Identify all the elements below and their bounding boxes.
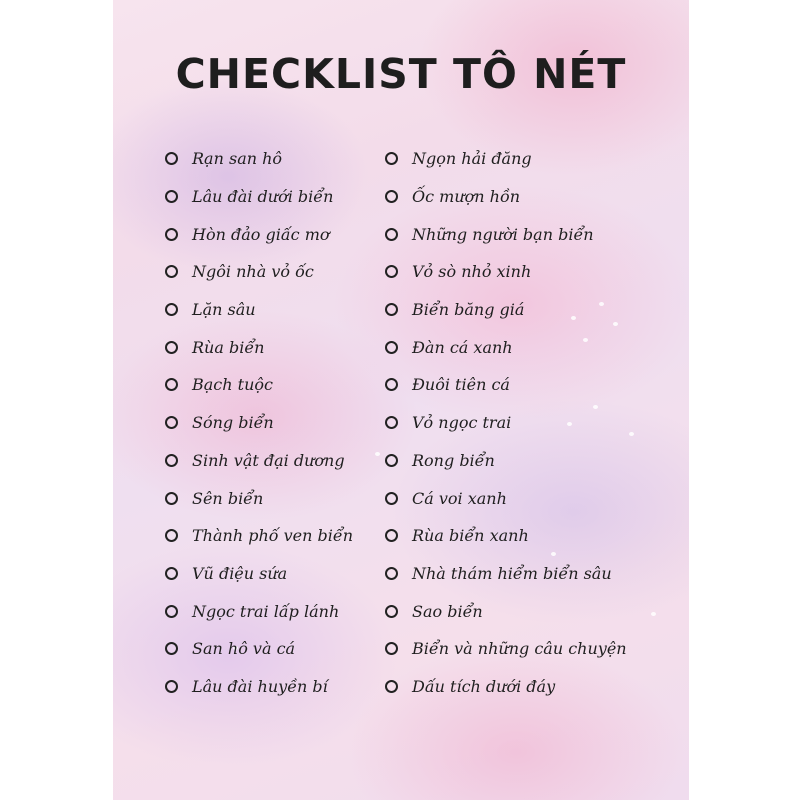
checklist-item-label: Vỏ sò nhỏ xinh	[412, 262, 532, 282]
checklist-item-label: Sóng biển	[192, 413, 274, 433]
checklist-item[interactable]	[165, 215, 353, 253]
circle-checkbox-icon[interactable]	[385, 492, 398, 505]
checklist-item[interactable]	[165, 328, 353, 366]
circle-checkbox-icon[interactable]	[385, 152, 398, 165]
circle-checkbox-icon[interactable]	[385, 228, 398, 241]
checklist-item-label: Dấu tích dưới đáy	[412, 676, 556, 696]
checklist-item[interactable]	[385, 592, 627, 630]
checklist-item[interactable]	[165, 555, 353, 593]
checklist-item[interactable]	[165, 517, 353, 555]
checklist-item-label: Sên biển	[192, 488, 264, 508]
circle-checkbox-icon[interactable]	[165, 190, 178, 203]
checklist-item[interactable]	[385, 366, 627, 404]
checklist-item[interactable]	[385, 668, 627, 706]
checklist-item[interactable]	[165, 442, 353, 480]
circle-checkbox-icon[interactable]	[165, 529, 178, 542]
circle-checkbox-icon[interactable]	[385, 454, 398, 467]
checklist-item[interactable]	[165, 291, 353, 329]
circle-checkbox-icon[interactable]	[165, 567, 178, 580]
checklist-item-label: Ngọn hải đăng	[412, 149, 532, 169]
circle-checkbox-icon[interactable]	[165, 152, 178, 165]
circle-checkbox-icon[interactable]	[165, 492, 178, 505]
checklist-item[interactable]	[165, 404, 353, 442]
checklist-item[interactable]	[385, 253, 627, 291]
checklist-right-column	[385, 140, 627, 705]
checklist-item-label: Lâu đài dưới biển	[192, 187, 334, 207]
checklist-item[interactable]	[385, 442, 627, 480]
checklist-item[interactable]	[385, 517, 627, 555]
checklist-item[interactable]	[385, 404, 627, 442]
checklist-item[interactable]	[165, 668, 353, 706]
circle-checkbox-icon[interactable]	[165, 341, 178, 354]
checklist-item-label: Biển băng giá	[412, 300, 525, 320]
circle-checkbox-icon[interactable]	[385, 190, 398, 203]
circle-checkbox-icon[interactable]	[385, 416, 398, 429]
checklist-item-label: Hòn đảo giấc mơ	[192, 224, 330, 244]
checklist-item[interactable]	[165, 140, 353, 178]
page-title: CHECKLIST TÔ NÉT	[175, 50, 627, 98]
circle-checkbox-icon[interactable]	[165, 228, 178, 241]
checklist-item[interactable]	[385, 555, 627, 593]
checklist-item-label: Rong biển	[412, 450, 495, 470]
circle-checkbox-icon[interactable]	[165, 454, 178, 467]
checklist-item-label: Sao biển	[412, 601, 483, 621]
decor-dot	[629, 432, 634, 436]
circle-checkbox-icon[interactable]	[385, 567, 398, 580]
checklist-item[interactable]	[385, 215, 627, 253]
checklist-item[interactable]	[385, 178, 627, 216]
checklist-item-label: Vỏ ngọc trai	[412, 413, 512, 433]
checklist-item[interactable]	[385, 140, 627, 178]
circle-checkbox-icon[interactable]	[385, 341, 398, 354]
circle-checkbox-icon[interactable]	[165, 416, 178, 429]
circle-checkbox-icon[interactable]	[385, 265, 398, 278]
checklist-item-label: Ngọc trai lấp lánh	[192, 601, 340, 621]
checklist-item-label: Rùa biển	[192, 337, 265, 357]
checklist-item-label: Ốc mượn hồn	[412, 187, 521, 207]
checklist-item-label: Nhà thám hiểm biển sâu	[412, 563, 612, 583]
checklist-left-column	[165, 140, 353, 705]
checklist-item-label: Rùa biển xanh	[412, 526, 529, 546]
checklist-item[interactable]	[385, 630, 627, 668]
checklist-item-label: Lâu đài huyền bí	[192, 676, 328, 696]
checklist-item-label: Cá voi xanh	[412, 488, 507, 508]
checklist-item-label: Sinh vật đại dương	[192, 450, 345, 470]
circle-checkbox-icon[interactable]	[385, 605, 398, 618]
checklist-item[interactable]	[385, 291, 627, 329]
circle-checkbox-icon[interactable]	[385, 680, 398, 693]
checklist-item-label: Đuôi tiên cá	[412, 375, 510, 395]
checklist-item-label: San hô và cá	[192, 639, 296, 659]
checklist-item[interactable]	[165, 366, 353, 404]
checklist-item-label: Đàn cá xanh	[412, 337, 513, 357]
circle-checkbox-icon[interactable]	[165, 378, 178, 391]
checklist-item-label: Ngôi nhà vỏ ốc	[192, 262, 314, 282]
circle-checkbox-icon[interactable]	[165, 303, 178, 316]
checklist-item-label: Những người bạn biển	[412, 224, 594, 244]
checklist-item[interactable]	[385, 328, 627, 366]
checklist-sheet	[113, 0, 689, 800]
checklist-item[interactable]	[165, 630, 353, 668]
circle-checkbox-icon[interactable]	[385, 303, 398, 316]
checklist-item-label: Thành phố ven biển	[192, 526, 354, 546]
checklist-item-label: Bạch tuộc	[192, 375, 273, 395]
checklist-item-label: Biển và những câu chuyện	[412, 639, 627, 659]
checklist-item[interactable]	[385, 479, 627, 517]
circle-checkbox-icon[interactable]	[165, 265, 178, 278]
decor-dot	[651, 612, 656, 616]
checklist-item-label: Rạn san hô	[192, 149, 283, 169]
circle-checkbox-icon[interactable]	[165, 680, 178, 693]
circle-checkbox-icon[interactable]	[165, 642, 178, 655]
circle-checkbox-icon[interactable]	[385, 529, 398, 542]
checklist-item[interactable]	[165, 178, 353, 216]
checklist-item[interactable]	[165, 253, 353, 291]
checklist-item-label: Vũ điệu sứa	[192, 563, 288, 583]
circle-checkbox-icon[interactable]	[385, 642, 398, 655]
checklist-item[interactable]	[165, 479, 353, 517]
decor-dot	[375, 452, 380, 456]
checklist-item-label: Lặn sâu	[192, 300, 256, 320]
circle-checkbox-icon[interactable]	[385, 378, 398, 391]
circle-checkbox-icon[interactable]	[165, 605, 178, 618]
checklist-item[interactable]	[165, 592, 353, 630]
